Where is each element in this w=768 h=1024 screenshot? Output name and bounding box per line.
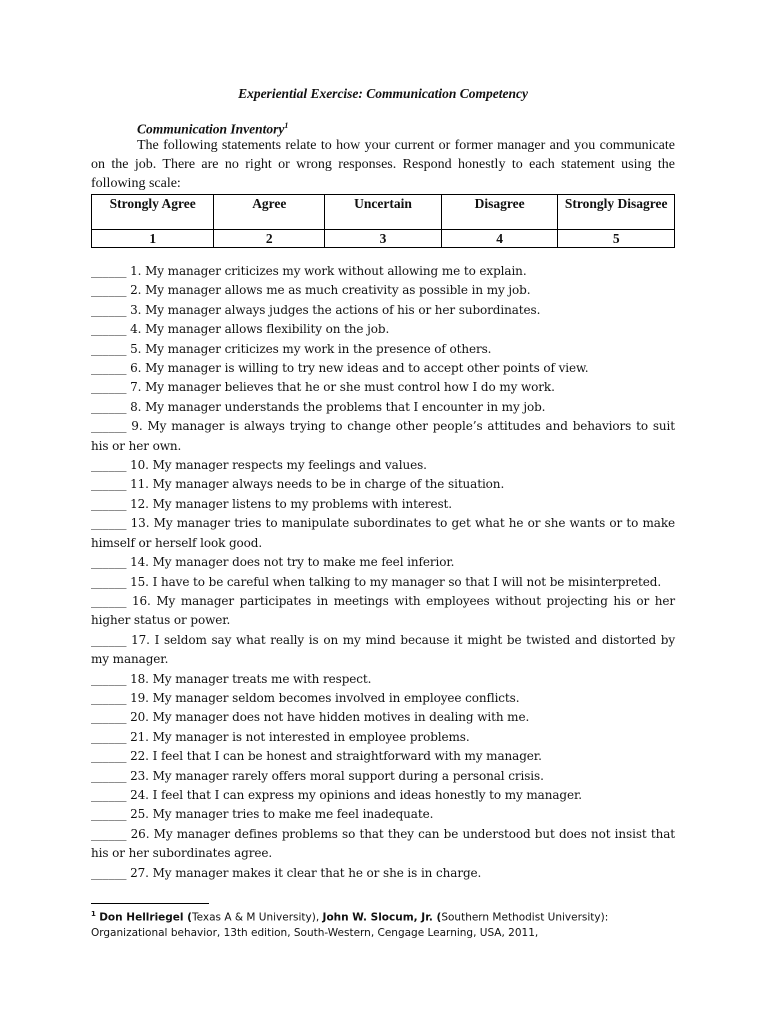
scale-numbers-row: [92, 230, 675, 248]
list-item: ______ 26. My manager defines problems so that they can be understood but does not insist that his or her subordinates agree.: [91, 826, 675, 861]
list-item: ______ 14. My manager does not try to make me feel inferior.: [91, 555, 455, 570]
scale-number: 1: [92, 230, 214, 248]
footnote-mark: 1: [91, 910, 96, 918]
footnote-reference: 1: [284, 121, 289, 130]
scale-label: Agree: [214, 195, 325, 230]
list-item: ______ 24. I feel that I can express my opinions and ideas honestly to my manager.: [91, 787, 582, 802]
list-item: ______ 10. My manager respects my feelings and values.: [91, 458, 427, 473]
scale-label: Strongly Agree: [92, 195, 214, 230]
scale-label: Disagree: [441, 195, 558, 230]
inventory-items-list: [91, 262, 675, 883]
list-item: ______ 8. My manager understands the problems that I encounter in my job.: [91, 399, 546, 414]
list-item: ______ 4. My manager allows flexibility on the job.: [91, 322, 390, 337]
scale-number: 5: [558, 230, 675, 248]
list-item: ______ 17. I seldom say what really is on my mind because it might be twisted and distorted by my manager.: [91, 632, 675, 667]
list-item: ______ 20. My manager does not have hidden motives in dealing with me.: [91, 710, 530, 725]
list-item: ______ 7. My manager believes that he or she must control how I do my work.: [91, 380, 555, 395]
section-title-text: Communication Inventory: [137, 121, 285, 137]
footnote-divider: [91, 903, 209, 904]
scale-labels-row: [92, 195, 675, 230]
list-item: ______ 13. My manager tries to manipulate subordinates to get what he or she wants or to make himself or herself look good.: [91, 516, 675, 550]
scale-number: 2: [214, 230, 325, 248]
scale-number: 4: [441, 230, 558, 248]
list-item: ______ 3. My manager always judges the actions of his or her subordinates.: [91, 302, 541, 317]
scale-label: Uncertain: [325, 195, 442, 230]
list-item: ______ 19. My manager seldom becomes involved in employee conflicts.: [91, 690, 520, 705]
footnote-author-1: Don Hellriegel (: [99, 911, 192, 924]
list-item: ______ 16. My manager participates in meetings with employees without projecting his or her higher status or power.: [91, 593, 675, 628]
intro-paragraph: The following statements relate to how your current or former manager and you communicate on the job. There are no right or wrong responses. Respond honestly to each statement using the following scale:: [91, 138, 675, 191]
page-title: Experiential Exercise: Communication Competency: [238, 86, 528, 101]
list-item: ______ 15. I have to be careful when talking to my manager so that I will not be misinterpreted.: [91, 574, 662, 589]
list-item: ______ 12. My manager listens to my problems with interest.: [91, 496, 452, 511]
list-item: ______ 27. My manager makes it clear that he or she is in charge.: [91, 865, 482, 880]
list-item: ______ 18. My manager treats me with respect.: [91, 671, 372, 686]
list-item: ______ 1. My manager criticizes my work without allowing me to explain.: [91, 264, 527, 278]
footnote-affiliation-2: Southern Methodist University): Organizational behavior, 13th edition, South-Western, Cengage Learning, USA, 2011,: [91, 911, 609, 939]
footnote-affiliation-1: Texas A & M University),: [191, 911, 323, 924]
list-item: ______ 21. My manager is not interested in employee problems.: [91, 729, 470, 744]
list-item: ______ 5. My manager criticizes my work in the presence of others.: [91, 341, 492, 356]
scale-number: 3: [325, 230, 442, 248]
list-item: ______ 23. My manager rarely offers moral support during a personal crisis.: [91, 768, 544, 783]
list-item: ______ 11. My manager always needs to be in charge of the situation.: [91, 477, 505, 492]
list-item: ______ 6. My manager is willing to try new ideas and to accept other points of view.: [91, 361, 589, 376]
rating-scale-table: [91, 194, 675, 248]
list-item: ______ 22. I feel that I can be honest and straightforward with my manager.: [91, 749, 542, 764]
scale-label: Strongly Disagree: [558, 195, 675, 230]
list-item: ______ 25. My manager tries to make me feel inadequate.: [91, 807, 434, 822]
footnote-author-2: John W. Slocum, Jr. (: [322, 911, 442, 924]
list-item: ______ 9. My manager is always trying to change other people’s attitudes and behaviors to suit his or her own.: [91, 419, 675, 453]
footnote: [91, 907, 675, 941]
list-item: ______ 2. My manager allows me as much creativity as possible in my job.: [91, 283, 531, 298]
